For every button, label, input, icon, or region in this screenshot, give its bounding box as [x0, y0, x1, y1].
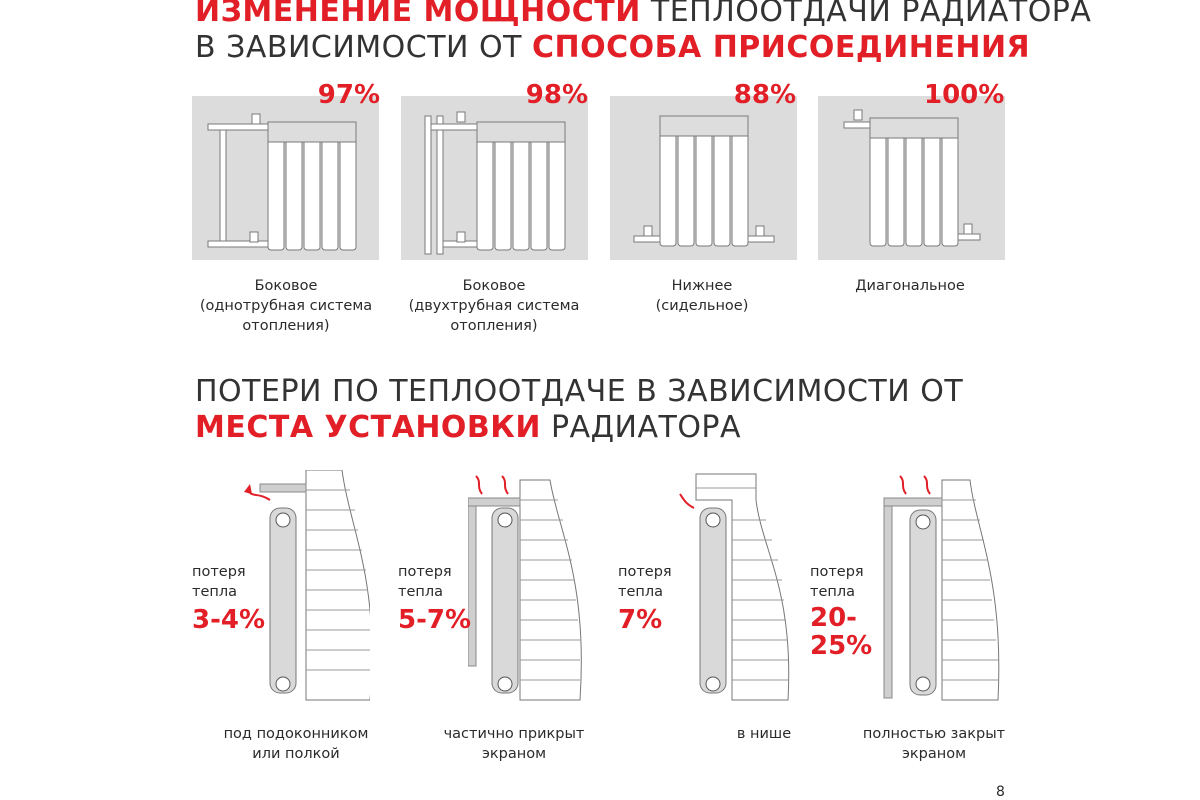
title-text: РАДИАТОРА — [540, 410, 742, 445]
connection-card-side-single-pipe — [192, 96, 379, 260]
loss-value-partially-covered: 5-7% — [398, 605, 472, 635]
loss-label-partially-covered: потеря тепла — [398, 564, 452, 600]
page-number: 8 — [996, 784, 1005, 800]
install-partially-covered-illustration — [468, 470, 598, 705]
caption-fully-covered: полностью закрыт экраном — [862, 726, 1006, 762]
radiator-bottom-illustration — [610, 96, 797, 260]
loss-label-under-sill: потеря тепла — [192, 564, 246, 600]
caption-bottom: Нижнее (сидельное) — [655, 278, 749, 314]
radiator-side-double-pipe-illustration — [401, 96, 588, 260]
loss-label-fully-covered: потеря тепла — [810, 564, 864, 600]
loss-value-under-sill: 3-4% — [192, 605, 266, 635]
caption-partially-covered: частично прикрыт экраном — [443, 726, 585, 762]
title-accent: ИЗМЕНЕНИЕ МОЩНОСТИ — [195, 0, 641, 29]
loss-value-in-niche: 7% — [618, 605, 663, 635]
install-fully-covered-illustration — [880, 470, 1010, 705]
section2-title-line2 — [195, 410, 741, 446]
percent-side-single-pipe: 97% — [317, 80, 380, 110]
install-in-niche-illustration — [676, 470, 806, 705]
title-accent: СПОСОБА ПРИСОЕДИНЕНИЯ — [532, 30, 1031, 65]
percent-side-double-pipe: 98% — [525, 80, 588, 110]
percent-bottom: 88% — [733, 80, 796, 110]
section1-title-line2 — [195, 30, 1030, 66]
connection-card-diagonal — [818, 96, 1005, 260]
loss-label-in-niche: потеря тепла — [618, 564, 672, 600]
caption-side-single-pipe: Боковое (однотрубная система отопления) — [199, 278, 373, 334]
title-text: ТЕПЛООТДАЧИ РАДИАТОРА — [640, 0, 1092, 29]
radiator-side-single-pipe-illustration — [192, 96, 379, 260]
section2-title-line1: ПОТЕРИ ПО ТЕПЛООТДАЧЕ В ЗАВИСИМОСТИ ОТ — [195, 374, 964, 409]
radiator-diagonal-illustration — [818, 96, 1005, 260]
caption-in-niche: в нише — [736, 726, 792, 742]
percent-diagonal: 100% — [924, 80, 1005, 110]
caption-under-sill: под подоконником или полкой — [223, 726, 369, 762]
caption-side-double-pipe: Боковое (двухтрубная система отопления) — [408, 278, 580, 334]
loss-value-fully-covered: 20- 25% — [810, 603, 873, 661]
title-text: В ЗАВИСИМОСТИ ОТ — [195, 30, 533, 65]
title-accent: МЕСТА УСТАНОВКИ — [195, 410, 541, 445]
install-under-sill-illustration — [230, 470, 370, 705]
connection-card-side-double-pipe — [401, 96, 588, 260]
caption-diagonal: Диагональное — [855, 278, 965, 294]
connection-card-bottom — [610, 96, 797, 260]
section1-title-line1 — [195, 0, 1091, 30]
